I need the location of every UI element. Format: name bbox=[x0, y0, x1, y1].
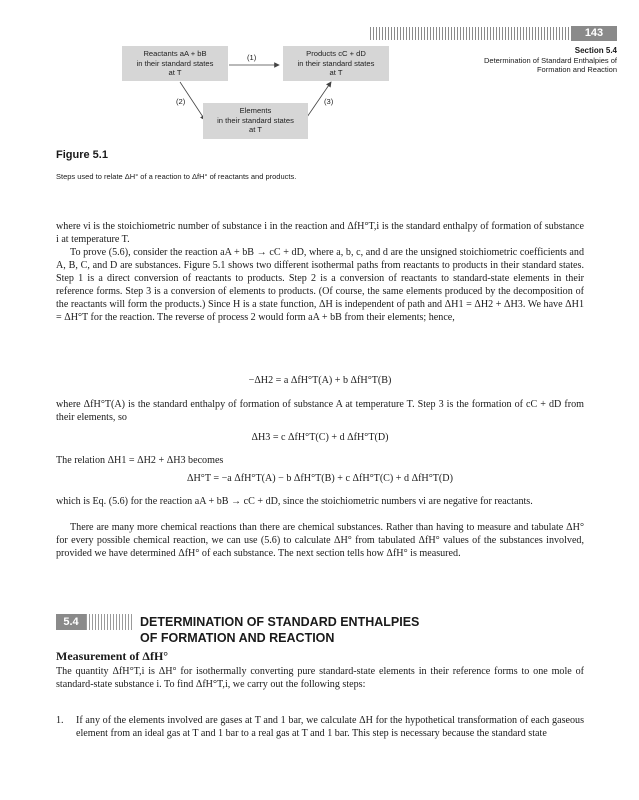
section-number: 5.4 bbox=[56, 614, 86, 630]
elements-box bbox=[203, 103, 308, 139]
equation-3: ΔH°T = −a ΔfH°T(A) − b ΔfH°T(B) + c ΔfH°T(C) + d ΔfH°T(D) bbox=[187, 473, 453, 484]
list-item-number: 1. bbox=[56, 715, 64, 726]
figure-label: Figure 5.1 bbox=[56, 149, 108, 161]
running-section-title: Determination of Standard Enthalpies of Formation and Reaction bbox=[484, 56, 617, 74]
subheading: Measurement of ΔfH° bbox=[56, 649, 169, 663]
reactants-box bbox=[122, 46, 228, 81]
list-item-text: If any of the elements involved are gases at T and 1 bar, we calculate ΔH for the hypothetical transformation of each gaseous element from an ideal gas at T and 1 bar to a real gas at T and 1 bar. This step is necessary because the standard state bbox=[76, 715, 584, 739]
products-box bbox=[283, 46, 389, 81]
running-section-label: Section 5.4 bbox=[574, 46, 617, 55]
paragraph-2: To prove (5.6), consider the reaction aA + bB → cC + dD, where a, b, c, and d are the unsigned stoichiometric coefficients and A, B, C, and D are substances. Figure 5.1 shows two different isothermal paths from reactants to products in their standard states. Step 1 is a direct conversion of reactants to products. Step 2 is a conversion of reactants to standard-state elements in their reference forms. Step 3 is a conversion of elements to products. (Of course, the same elements produced by the decomposition of the reactants will form the products.) Since H is a state function, ΔH is independent of path and ΔH1 = ΔH2 + ΔH3. We have ΔH1 = ΔH°T for the reaction. The reverse of process 2 would form aA + bB from their elements; hence, bbox=[56, 247, 584, 323]
step-1-label: (1) bbox=[247, 53, 257, 62]
elements-line-2: in their standard states bbox=[217, 115, 294, 125]
reactants-line-3: at T bbox=[168, 68, 182, 78]
step-2-label: (2) bbox=[176, 97, 186, 106]
paragraph-5: which is Eq. (5.6) for the reaction aA + bB → cC + dD, since the stoichiometric numbers νi are negative for reactants. bbox=[56, 496, 533, 507]
paragraph-1: where νi is the stoichiometric number of substance i in the reaction and ΔfH°T,i is the standard enthalpy of formation of substance i at temperature T. bbox=[56, 221, 584, 245]
equation-2: ΔH3 = c ΔfH°T(C) + d ΔfH°T(D) bbox=[251, 432, 389, 443]
reactants-line-2: in their standard states bbox=[136, 58, 214, 68]
section-heading-line-1: DETERMINATION OF STANDARD ENTHALPIES bbox=[140, 615, 420, 629]
figure-caption: Steps used to relate ΔH° of a reaction to ΔfH° of reactants and products. bbox=[56, 172, 297, 181]
paragraph-3: where ΔfH°T(A) is the standard enthalpy of formation of substance A at temperature T. Step 3 is the formation of cC + dD from their elements, so bbox=[56, 399, 584, 423]
section-heading-line-2: OF FORMATION AND REACTION bbox=[140, 631, 335, 645]
elements-line-1: Elements bbox=[239, 106, 272, 115]
figure-arrows bbox=[0, 0, 639, 200]
section-intro: The quantity ΔfH°T,i is ΔH° for isothermally converting pure standard-state elements in their reference forms to one mole of standard-state substance i. To find ΔfH°T,i, we carry out the following steps: bbox=[56, 666, 584, 690]
paragraph-4: The relation ΔH1 = ΔH2 + ΔH3 becomes bbox=[56, 455, 224, 466]
products-line-3: at T bbox=[329, 68, 343, 78]
paragraph-6: There are many more chemical reactions than there are chemical substances. Rather than having to measure and tabulate ΔH° for every possible chemical reaction, we can use (5.6) to calculate ΔH° from tabulated ΔfH° values of the substances involved, provided we have determined ΔfH° of each substance. The next section tells how ΔfH° is measured. bbox=[56, 522, 584, 559]
step-3-label: (3) bbox=[324, 97, 334, 106]
reactants-line-1: Reactants aA + bB bbox=[143, 49, 207, 58]
elements-line-3: at T bbox=[249, 125, 262, 135]
products-line-1: Products cC + dD bbox=[306, 49, 366, 58]
equation-1: −ΔH2 = a ΔfH°T(A) + b ΔfH°T(B) bbox=[248, 375, 392, 386]
products-line-2: in their standard states bbox=[297, 58, 375, 68]
page-number: 143 bbox=[571, 26, 617, 41]
section-heading bbox=[140, 614, 540, 646]
